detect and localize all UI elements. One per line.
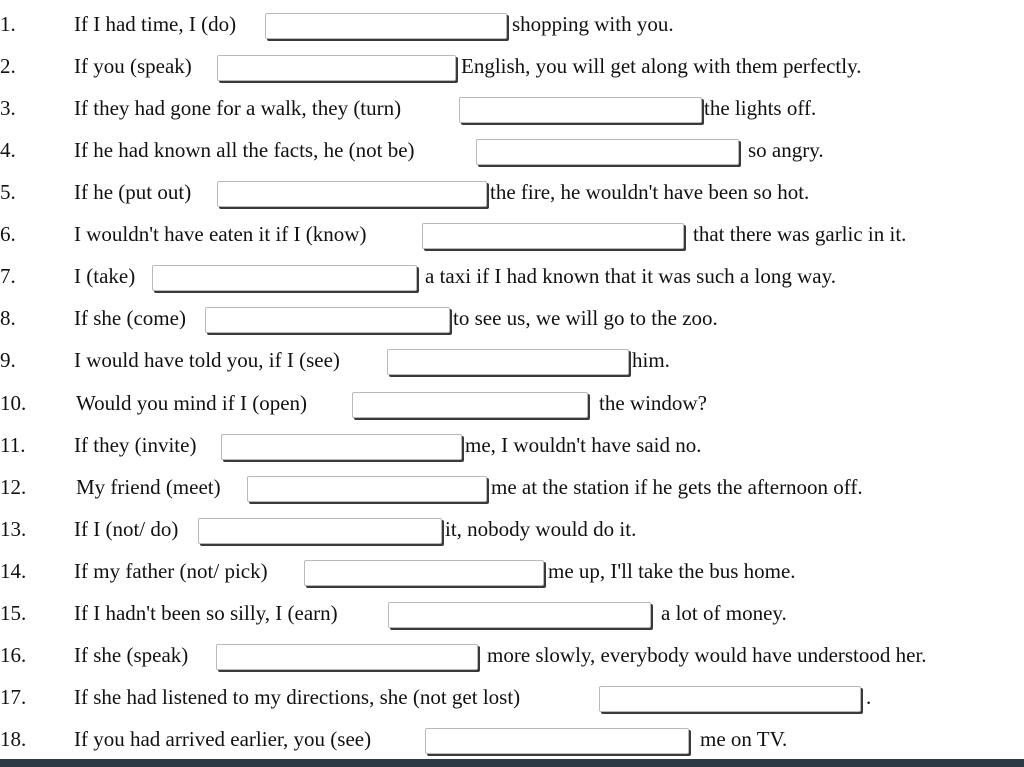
item-text-after: the fire, he wouldn't have been so hot. — [490, 180, 810, 204]
item-text-after: that there was garlic in it. — [693, 222, 907, 246]
item-text-after: a taxi if I had known that it was such a long way. — [425, 264, 836, 288]
answer-blank[interactable] — [198, 518, 442, 544]
item-number: 4. — [0, 138, 16, 162]
item-text-before: I (take) — [74, 264, 136, 288]
answer-blank[interactable] — [265, 13, 507, 39]
answer-blank[interactable] — [205, 307, 450, 333]
answer-blank[interactable] — [217, 181, 487, 207]
answer-blank[interactable] — [459, 97, 702, 123]
answer-blank[interactable] — [425, 728, 689, 754]
answer-blank[interactable] — [216, 644, 478, 670]
item-text-after: me, I wouldn't have said no. — [465, 433, 702, 457]
item-text-before: If I hadn't been so silly, I (earn) — [74, 601, 338, 625]
item-text-after: me up, I'll take the bus home. — [548, 559, 796, 583]
answer-blank[interactable] — [352, 392, 588, 418]
answer-blank[interactable] — [247, 476, 487, 502]
item-text-before: If you had arrived earlier, you (see) — [74, 727, 372, 751]
item-number: 17. — [0, 685, 27, 709]
item-number: 13. — [0, 517, 27, 541]
item-text-after: a lot of money. — [661, 601, 787, 625]
item-text-before: Would you mind if I (open) — [76, 391, 308, 415]
item-text-before: If my father (not/ pick) — [74, 559, 268, 583]
item-number: 2. — [0, 54, 16, 78]
item-text-after: the window? — [599, 391, 707, 415]
item-text-after: to see us, we will go to the zoo. — [453, 306, 718, 330]
answer-blank[interactable] — [152, 265, 417, 291]
item-text-after: me at the station if he gets the afternoon off. — [491, 475, 863, 499]
item-number: 1. — [0, 12, 16, 36]
item-number: 3. — [0, 96, 16, 120]
item-text-before: If he had known all the facts, he (not be) — [74, 138, 415, 162]
item-number: 7. — [0, 264, 16, 288]
answer-blank[interactable] — [476, 139, 739, 165]
item-text-before: If you (speak) — [74, 54, 192, 78]
item-number: 5. — [0, 180, 16, 204]
answer-blank[interactable] — [422, 223, 684, 249]
item-number: 18. — [0, 727, 27, 751]
bottom-edge-bar — [0, 759, 1024, 767]
item-text-after: me on TV. — [700, 727, 788, 751]
item-number: 10. — [0, 391, 27, 415]
item-number: 14. — [0, 559, 27, 583]
item-text-before: My friend (meet) — [76, 475, 221, 499]
item-text-after: it, nobody would do it. — [445, 517, 637, 541]
item-number: 8. — [0, 306, 16, 330]
item-text-before: If they had gone for a walk, they (turn) — [74, 96, 402, 120]
answer-blank[interactable] — [599, 686, 861, 712]
item-text-before: If she (come) — [74, 306, 186, 330]
item-text-before: If I had time, I (do) — [74, 12, 237, 36]
answer-blank[interactable] — [304, 560, 544, 586]
item-text-after: the lights off. — [704, 96, 817, 120]
item-text-before: If he (put out) — [74, 180, 192, 204]
item-text-before: I would have told you, if I (see) — [74, 348, 340, 372]
item-text-after: shopping with you. — [512, 12, 674, 36]
item-text-before: I wouldn't have eaten it if I (know) — [74, 222, 367, 246]
item-number: 6. — [0, 222, 16, 246]
item-text-before: If they (invite) — [74, 433, 197, 457]
item-text-after: more slowly, everybody would have understood her. — [487, 643, 927, 667]
item-number: 12. — [0, 475, 27, 499]
item-number: 11. — [0, 433, 26, 457]
item-text-after: . — [866, 685, 872, 709]
item-text-before: If she had listened to my directions, she (not get lost) — [74, 685, 521, 709]
answer-blank[interactable] — [221, 434, 462, 460]
item-text-after: so angry. — [748, 138, 824, 162]
item-text-after: English, you will get along with them perfectly. — [461, 54, 862, 78]
item-number: 9. — [0, 348, 16, 372]
answer-blank[interactable] — [217, 55, 456, 81]
item-number: 15. — [0, 601, 27, 625]
item-text-before: If I (not/ do) — [74, 517, 179, 541]
answer-blank[interactable] — [388, 602, 651, 628]
item-text-before: If she (speak) — [74, 643, 189, 667]
item-number: 16. — [0, 643, 27, 667]
item-text-after: him. — [632, 348, 670, 372]
answer-blank[interactable] — [387, 349, 629, 375]
